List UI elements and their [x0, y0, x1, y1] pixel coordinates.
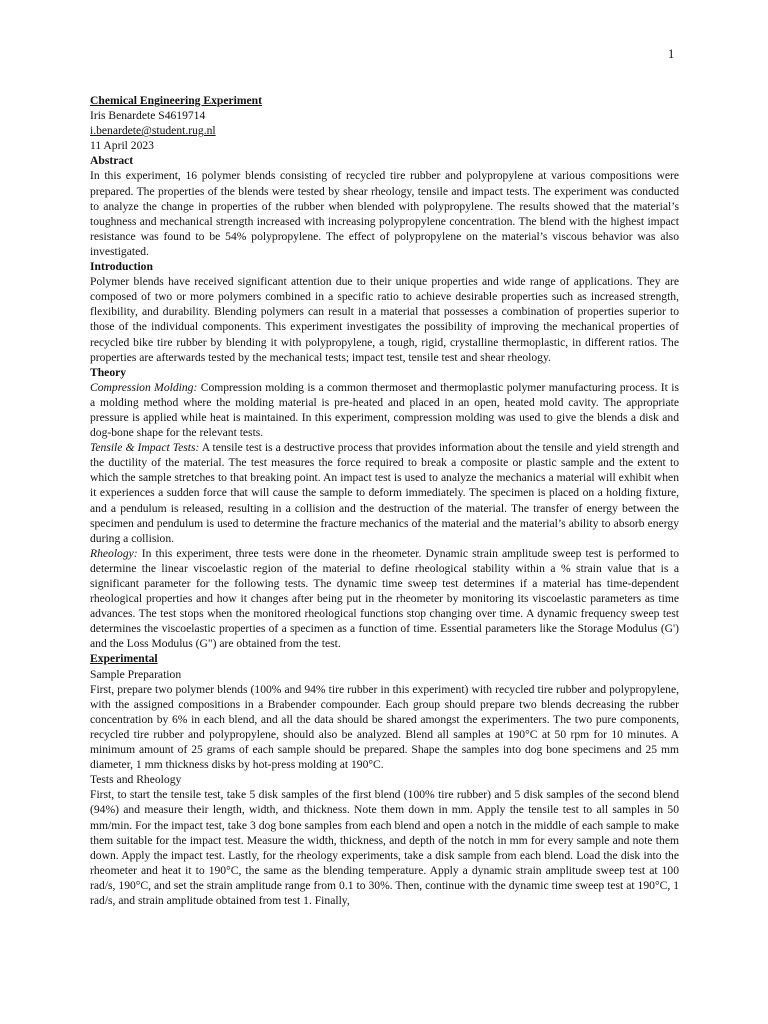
sample-prep-heading: Sample Preparation: [90, 667, 182, 681]
tensile-label: Tensile & Impact Tests:: [90, 441, 200, 455]
date-line: 11 April 2023: [90, 139, 154, 153]
theory-heading: Theory: [90, 365, 127, 379]
abstract-heading: Abstract: [90, 154, 134, 168]
author-line: Iris Benardete S4619714: [90, 109, 206, 123]
tensile-paragraph: [90, 440, 679, 546]
abstract-text: In this experiment, 16 polymer blends consisting of recycled tire rubber and polypropylene at various compositions were prepared. The properties of the blends were tested by shear rheology, tensile and impact tests. The experiment was conducted to analyze the change in properties of the rubber when blended with polypropylene. The results showed that the material’s toughness and mechanical strength increased with increasing polypropylene concentration. The blend with the highest impact resistance was found to be 54% polypropylene. The effect of polypropylene on the material’s viscous behavior was also investigated.: [90, 169, 679, 258]
rheology-label: Rheology:: [90, 546, 138, 560]
sample-prep-text: First, prepare two polymer blends (100% and 94% tire rubber in this experiment) with recycled tire rubber and polypropylene, with the assigned compositions in a Brabender compounder. Each group should prepare two blends decreasing the rubber concentration by 6% in each blend, and all the data should be shared amongst the experimenters. The two pure components, recycled tire rubber and polypropylene, should also be analyzed. Blend all samples at 190°C at 50 rpm for 10 minutes. A minimum amount of 25 grams of each sample should be prepared. Shape the samples into dog bone specimens and 25 mm diameter, 1 mm thickness disks by hot-press molding at 190°C.: [90, 682, 679, 772]
compression-label: Compression Molding:: [90, 380, 198, 394]
tensile-text: A tensile test is a destructive process that provides information about the tensile and yield strength and the ductility of the material. The test measures the force required to break a composite or plastic sample and the extent to which the sample stretches to that breaking point. An impact test is used to analyze the mechanics a material will exhibit when it experiences a sudden force that will cause the sample to deform immediately. The specimen is placed on a holding fixture, and a pendulum is released, resulting in a collision and the destruction of the material. The transfer of energy between the specimen and pendulum is used to determine the fracture mechanics of the material and the material’s ability to absorb energy during a collision.: [90, 441, 679, 545]
email-link[interactable]: i.benardete@student.rug.nl: [90, 124, 216, 138]
experimental-heading: Experimental: [90, 652, 158, 666]
document-body: [90, 93, 679, 908]
compression-paragraph: [90, 380, 679, 440]
tests-heading: Tests and Rheology: [90, 773, 182, 787]
rheology-paragraph: [90, 546, 679, 652]
introduction-text: Polymer blends have received significant attention due to their unique properties and wide range of applications. They are composed of two or more polymers combined in a specific ratio to achieve desirable properties such as increased strength, flexibility, and durability. Blending polymers can result in a material that possesses a combination of properties superior to those of the individual components. This experiment investigates the possibility of improving the mechanical properties of recycled bike tire rubber by blending it with polypropylene, a tough, rigid, crystalline thermoplastic, in different ratios. The properties are afterwards tested by the mechanical tests; impact test, tensile test and shear rheology.: [90, 275, 679, 364]
introduction-heading: Introduction: [90, 260, 153, 274]
page-number: 1: [668, 47, 675, 61]
compression-text: Compression molding is a common thermoset and thermoplastic polymer manufacturing process. It is a molding method where the molding material is pre-heated and placed in an open, heated mold cavity. The appropriate pressure is applied while heat is maintained. In this experiment, compression molding was used to give the blends a disk and dog-bone shape for the relevant tests.: [90, 380, 679, 440]
document-title: Chemical Engineering Experiment: [90, 94, 262, 107]
rheology-text: In this experiment, three tests were done in the rheometer. Dynamic strain amplitude sweep test is performed to determine the linear viscoelastic region of the material to define rheological stability within a % strain value that is a significant parameter for the following tests. The dynamic time sweep test determines if a material has time-dependent rheological properties and how it changes after being put in the rheometer by monitoring its viscoelastic parameters as time advances. The test stops when the monitored rheological functions stop changing over time. A dynamic frequency sweep test determines the viscoelastic properties of a specimen as a function of time. Essential parameters like the Storage Modulus (G') and the Loss Modulus (G") are obtained from the test.: [90, 546, 679, 651]
tests-text: First, to start the tensile test, take 5 disk samples of the first blend (100% tire rubber) and 5 disk samples of the second blend (94%) and measure their length, width, and thickness. Note them down in mm. Apply the tensile test to all samples in 50 mm/min. For the impact test, take 3 dog bone samples from each blend and open a notch in the middle of each sample to make them suitable for the impact test. Measure the width, thickness, and depth of the notch in mm for every sample and note them down. Apply the impact test. Lastly, for the rheology experiments, take a disk sample from each blend. Load the disk into the rheometer and heat it to 190°C, the same as the blending temperature. Apply a dynamic strain amplitude sweep test at 100 rad/s, 190°C, and set the strain amplitude range from 0.1 to 30%. Then, continue with the dynamic time sweep test at 190°C, 1 rad/s, and strain amplitude obtained from test 1. Finally,: [90, 788, 679, 907]
